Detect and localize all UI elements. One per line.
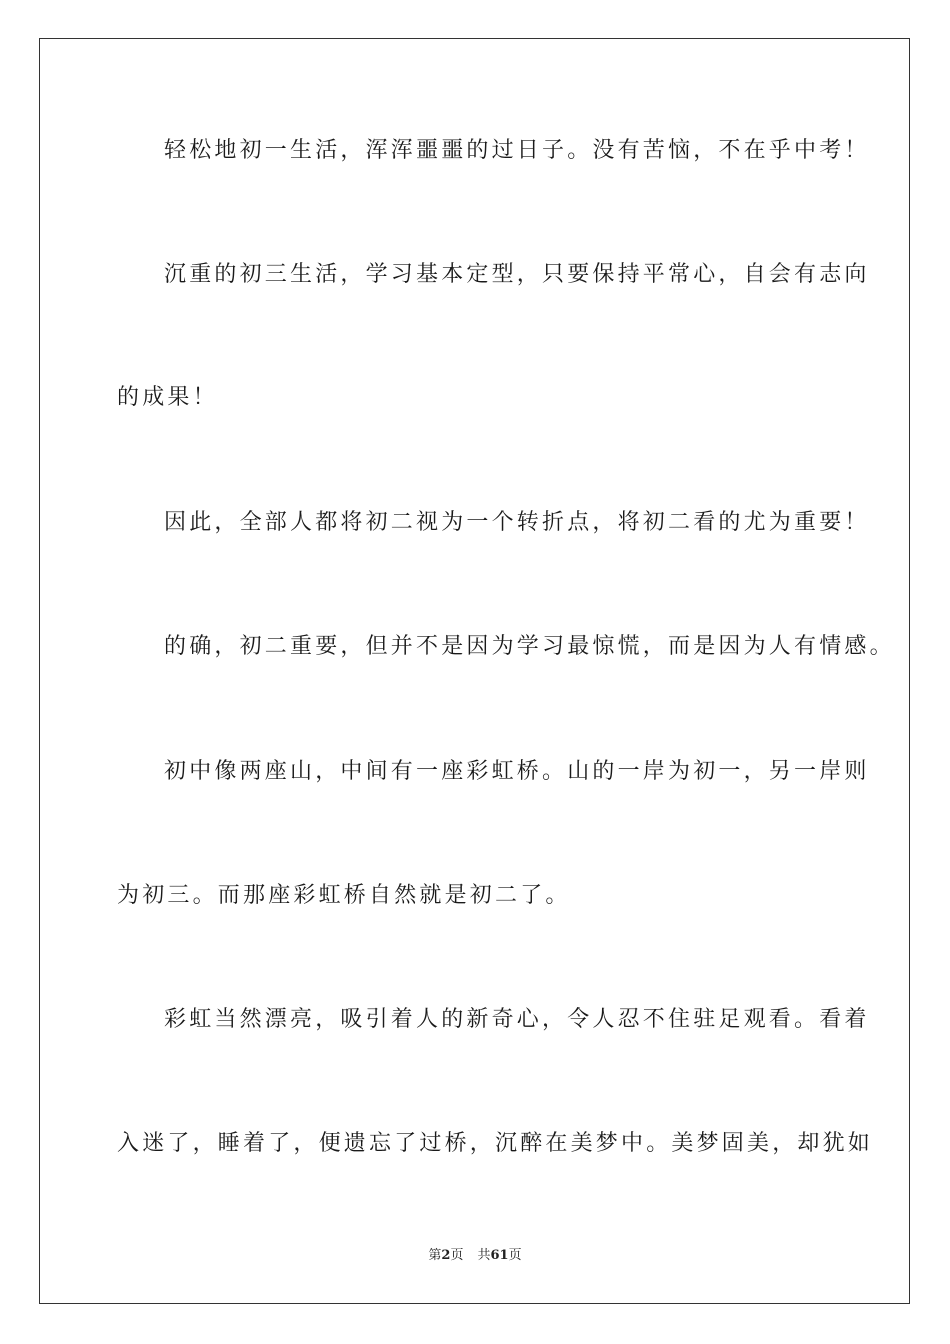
total-prefix: 共 [477,1248,491,1263]
paragraph-line: 轻松地初一生活，浑浑噩噩的过日子。没有苦恼，不在乎中考！ [164,138,870,163]
paragraph-line: 的成果！ [117,385,218,410]
total-suffix: 页 [508,1248,522,1263]
paragraph-line: 初中像两座山，中间有一座彩虹桥。山的一岸为初一，另一岸则 [164,759,870,784]
paragraph-line: 入迷了，睡着了，便遗忘了过桥，沉醉在美梦中。美梦固美，却犹如 [117,1131,874,1156]
paragraph-line: 沉重的初三生活，学习基本定型，只要保持平常心，自会有志向 [164,262,870,287]
page-prefix: 第 [428,1248,442,1263]
paragraph-line: 的确，初二重要，但并不是因为学习最惊慌，而是因为人有情感。 [164,634,895,659]
page-suffix: 页 [450,1248,464,1263]
page-footer [0,1247,950,1265]
page-border [39,38,910,1304]
total-pages: 61 [490,1248,509,1263]
paragraph-line: 为初三。而那座彩虹桥自然就是初二了。 [117,883,571,908]
paragraph-line: 因此，全部人都将初二视为一个转折点，将初二看的尤为重要！ [164,510,870,535]
page-number: 2 [441,1248,451,1263]
paragraph-line: 彩虹当然漂亮，吸引着人的新奇心，令人忍不住驻足观看。看着 [164,1007,870,1032]
